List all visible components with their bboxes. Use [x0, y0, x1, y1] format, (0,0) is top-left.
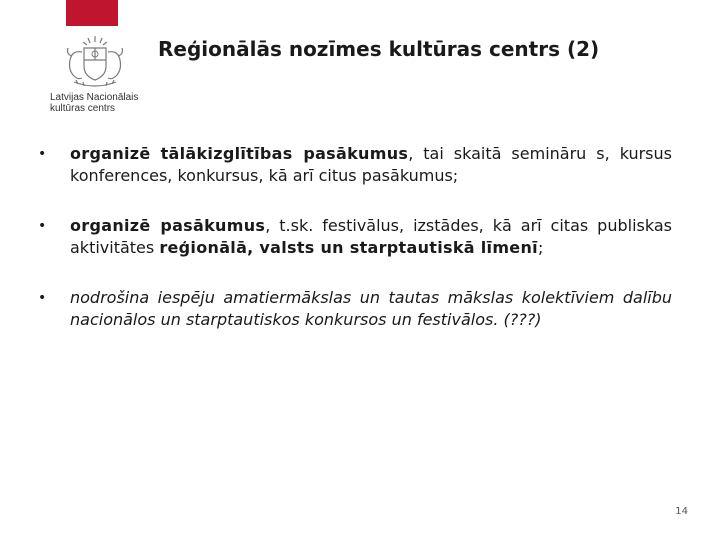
bullet-gap — [151, 144, 161, 163]
bullet-text: , t.sk. festivālus, izstādes, kā arī citas publiskas aktivitātes — [70, 216, 672, 257]
bullet-list — [38, 143, 672, 331]
brand-red-tab — [66, 0, 118, 26]
page-number: 14 — [675, 506, 688, 517]
bullet-verb: organizē — [70, 144, 151, 163]
bullet-text-italic: nodrošina iespēju amatiermākslas un tautas mākslas kolektīviem dalību nacionālos un starptautiskos konkursos un festivālos. (???) — [70, 288, 672, 329]
bullet-emphasis: organizē pasākumus — [70, 216, 266, 235]
bullet-text: , tai skaitā semināru s, kursus konferences, konkursus, kā arī citus pasākumus; — [70, 144, 672, 185]
lnkc-logo — [50, 34, 140, 124]
bullet-text-end: ; — [537, 238, 544, 257]
bullet-emphasis-levels: reģionālā, valsts un starptautiskā līmenī — [159, 238, 538, 257]
coat-of-arms-icon — [60, 34, 130, 90]
bullet-marker: • — [38, 218, 47, 234]
bullet-item — [38, 287, 672, 331]
slide-title: Reģionālās nozīmes kultūras centrs (2) — [158, 37, 600, 61]
bullet-marker: • — [38, 146, 47, 162]
logo-caption-line1: Latvijas Nacionālais — [50, 92, 139, 103]
bullet-item — [38, 215, 672, 259]
bullet-emphasis: tālākizglītības pasākumus — [160, 144, 409, 163]
bullet-item — [38, 143, 672, 187]
logo-caption — [50, 92, 138, 114]
bullet-marker: • — [38, 290, 47, 306]
logo-caption-line2: kultūras centrs — [50, 103, 116, 114]
